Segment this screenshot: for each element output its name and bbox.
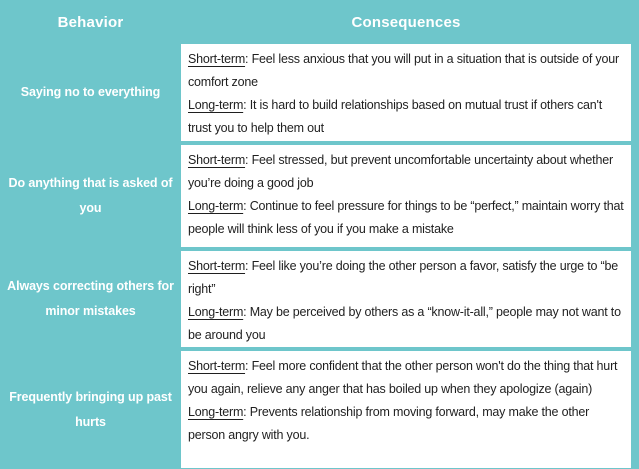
behavior-cell [0, 351, 181, 468]
long-term-text: : It is hard to build relationships based on mutual trust if others can't trust you to help them out [188, 98, 602, 135]
short-term-text: : Feel like you’re doing the other person a favor, satisfy the urge to “be right” [188, 259, 618, 296]
short-term-entry [188, 48, 624, 94]
short-term-entry [188, 255, 624, 301]
column-header-behavior: Behavior [57, 13, 124, 31]
table-header-row [0, 0, 639, 44]
consequences-cell [181, 351, 631, 468]
behavior-label: Always correcting others for minor mistakes [7, 279, 174, 318]
table-row-saying-no [0, 44, 639, 141]
long-term-entry [188, 401, 624, 447]
long-term-text: : May be perceived by others as a “know-it-all,” people may not want to be around you [188, 305, 621, 342]
short-term-label: Short-term [188, 359, 246, 373]
long-term-text: : Continue to feel pressure for things to be “perfect,” maintain worry that people will think less of you if you make a mistake [188, 199, 624, 236]
table-row-do-anything-asked [0, 145, 639, 247]
behavior-label: Frequently bringing up past hurts [9, 389, 172, 429]
short-term-text: : Feel less anxious that you will put in a situation that is outside of your comfort zone [188, 52, 619, 89]
table-row-bringing-up-past-hurts [0, 351, 639, 468]
short-term-label: Short-term [188, 52, 246, 66]
short-term-entry [188, 149, 624, 195]
long-term-label: Long-term [188, 98, 244, 112]
behavior-label: Saying no to everything [20, 85, 161, 99]
short-term-label: Short-term [188, 259, 246, 273]
short-term-text: : Feel more confident that the other person won't do the thing that hurt you again, relieve any anger that has boiled up when they apologize (again) [188, 359, 618, 396]
long-term-entry [188, 301, 624, 347]
long-term-label: Long-term [188, 405, 244, 419]
short-term-text: : Feel stressed, but prevent uncomfortable uncertainty about whether you’re doing a good job [188, 153, 613, 190]
behavior-cell [0, 44, 181, 141]
long-term-label: Long-term [188, 199, 244, 213]
consequences-cell [181, 44, 631, 141]
long-term-entry [188, 195, 624, 241]
long-term-text: : Prevents relationship from moving forward, may make the other person angry with you. [188, 405, 590, 442]
long-term-label: Long-term [188, 305, 244, 319]
behavior-label: Do anything that is asked of you [8, 176, 173, 215]
column-header-consequences: Consequences [351, 13, 461, 31]
behavior-cell [0, 251, 181, 347]
short-term-entry [188, 355, 624, 401]
table-row-always-correcting [0, 251, 639, 347]
short-term-label: Short-term [188, 153, 246, 167]
consequences-cell [181, 251, 631, 347]
long-term-entry [188, 94, 624, 140]
behavior-cell [0, 145, 181, 247]
consequences-cell [181, 145, 631, 247]
